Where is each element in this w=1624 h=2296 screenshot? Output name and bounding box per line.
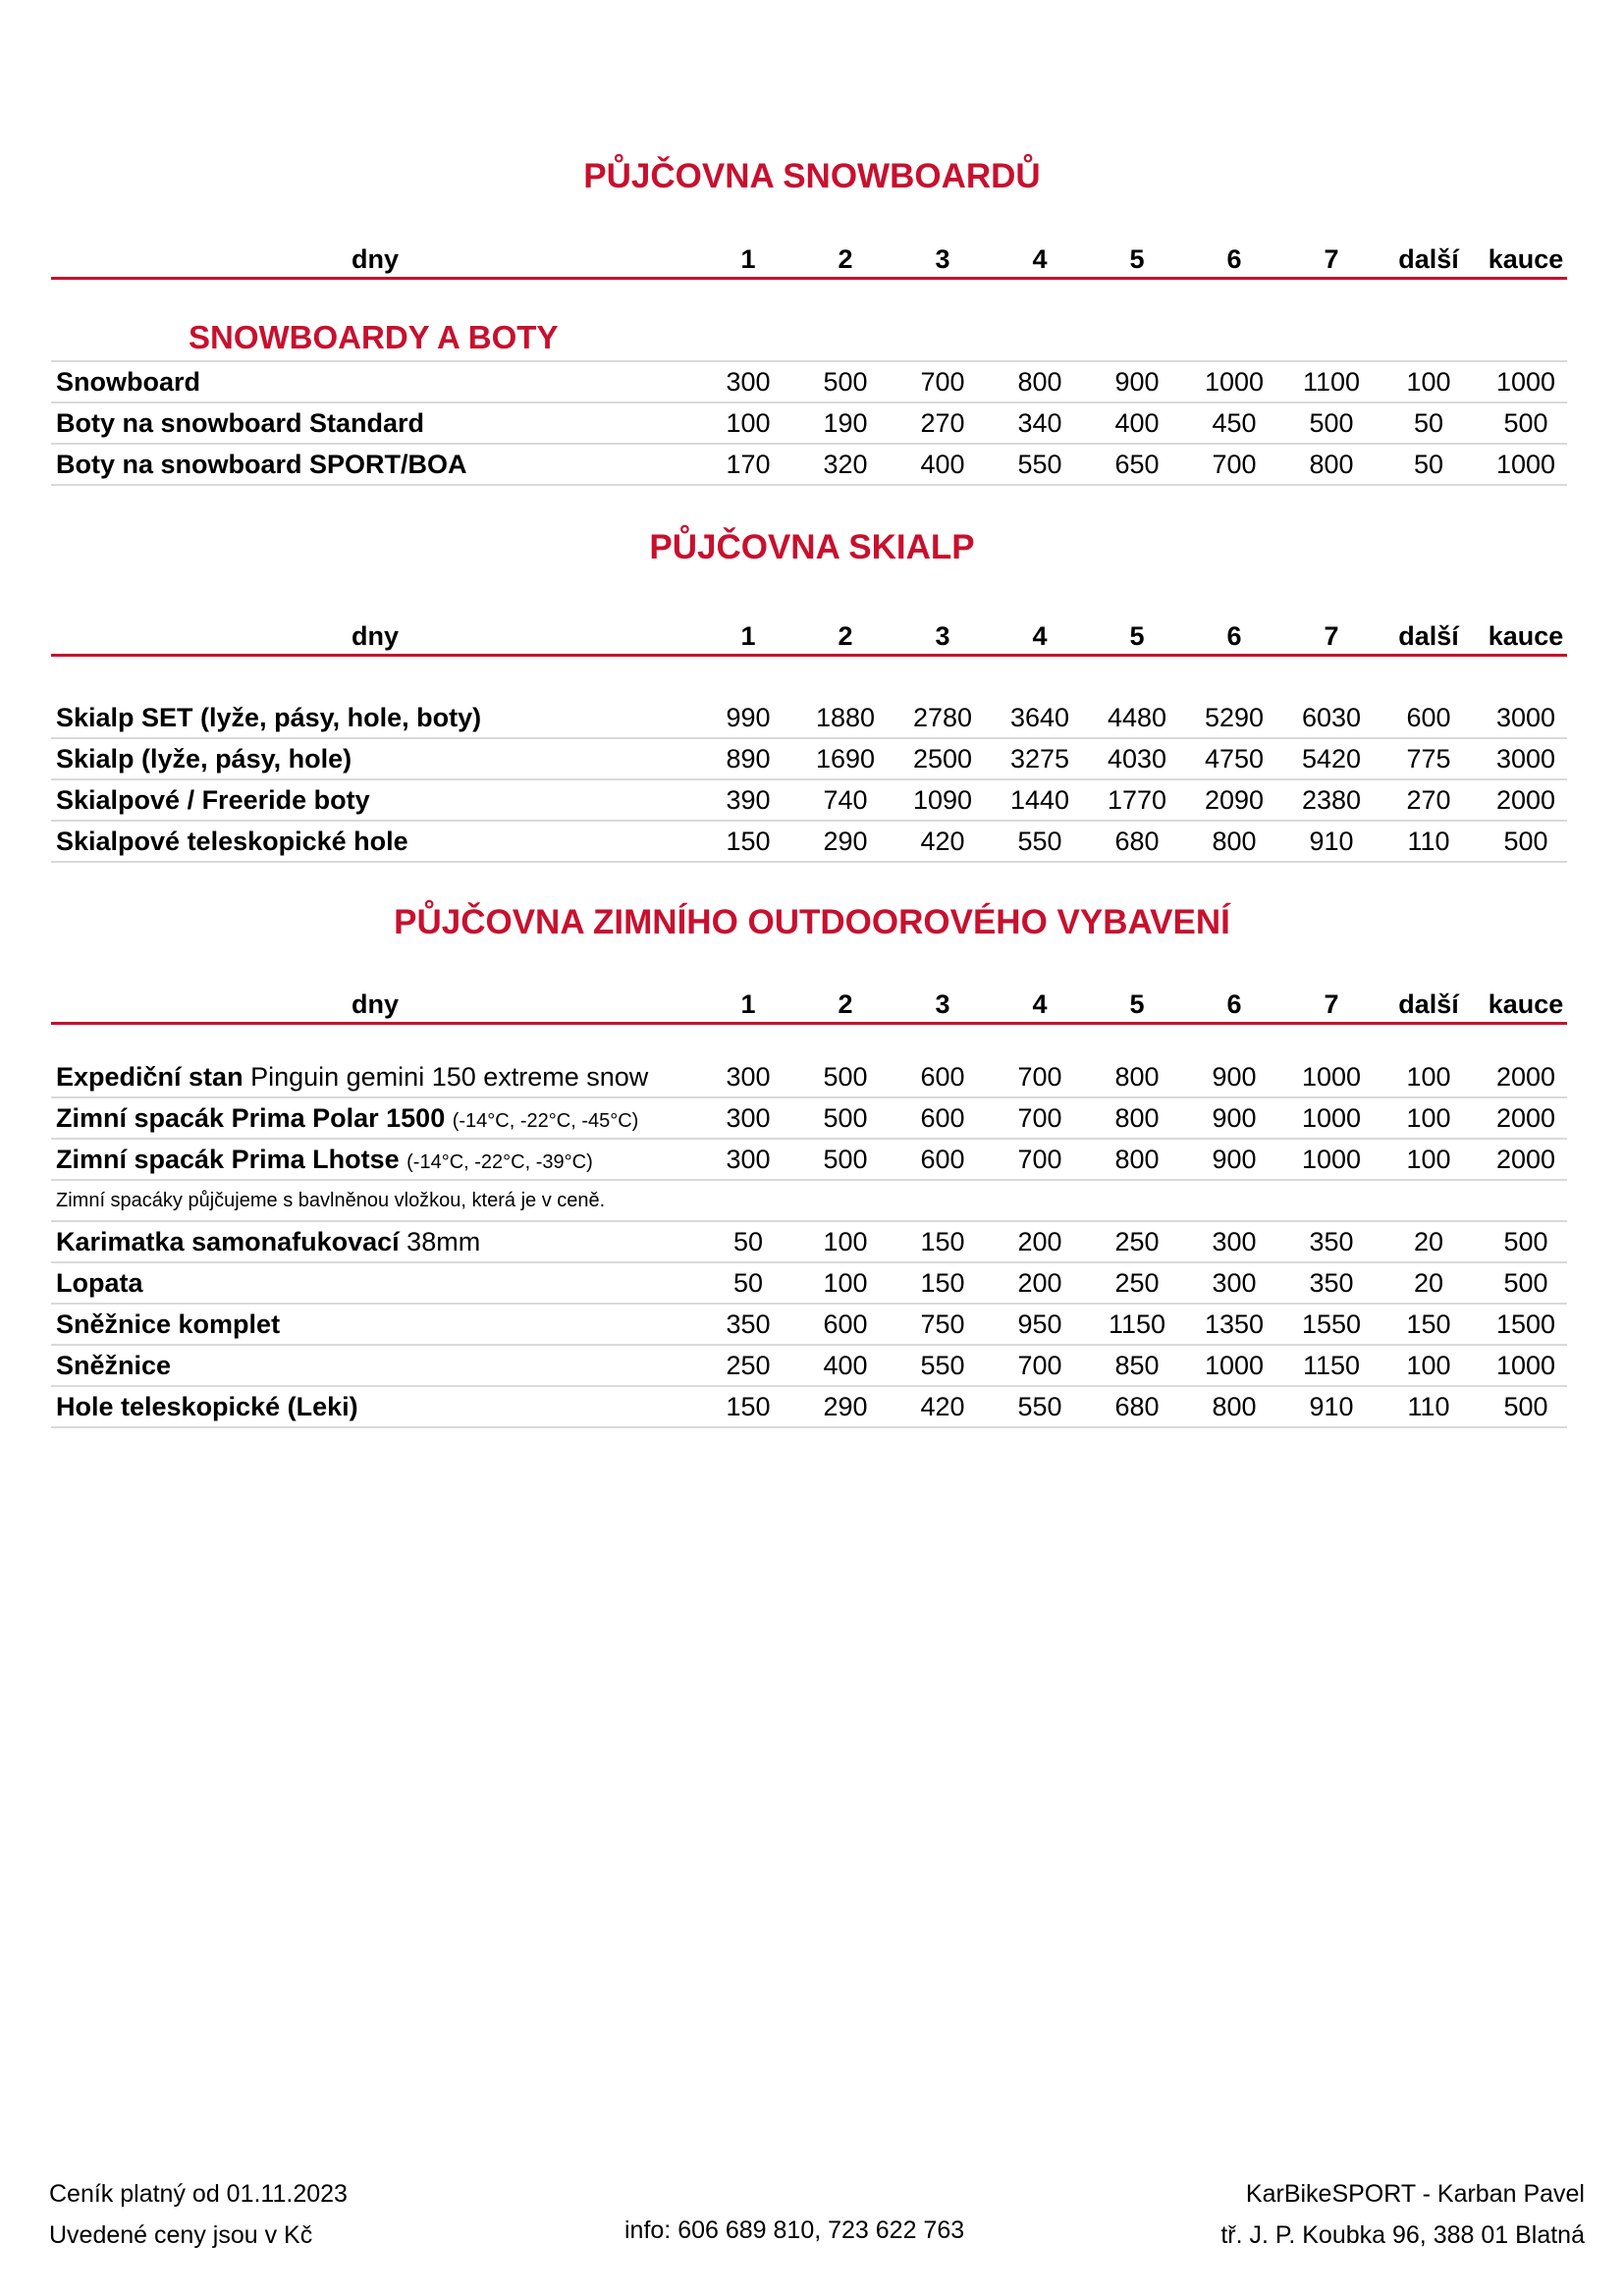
section-title-snowboards: PŮJČOVNA SNOWBOARDŮ bbox=[583, 157, 1041, 195]
price-cell: 1000 bbox=[1204, 1351, 1265, 1380]
price-cell: 1000 bbox=[1495, 367, 1556, 397]
item-temperature-note: (-14°C, -22°C, -45°C) bbox=[452, 1110, 639, 1132]
footer-right bbox=[1220, 2173, 1585, 2256]
price-cell: 1550 bbox=[1301, 1309, 1362, 1339]
price-table-snowboards bbox=[51, 362, 1567, 486]
column-header-3: 3 bbox=[935, 621, 950, 651]
price-cell: 800 bbox=[1212, 1392, 1257, 1421]
price-cell: 300 bbox=[726, 1145, 771, 1174]
table-row bbox=[51, 822, 1567, 863]
price-cell: 650 bbox=[1114, 450, 1160, 479]
item-name-bold: Expediční stan bbox=[56, 1062, 244, 1092]
price-cell: 700 bbox=[1017, 1062, 1062, 1092]
price-cell: 50 bbox=[1413, 450, 1444, 479]
price-cell: 850 bbox=[1114, 1351, 1160, 1380]
price-cell: 700 bbox=[1017, 1351, 1062, 1380]
price-table-winter-outdoor bbox=[51, 1057, 1567, 1428]
price-cell: 600 bbox=[920, 1145, 965, 1174]
price-cell: 600 bbox=[1406, 703, 1451, 732]
currency-note: Uvedené ceny jsou v Kč bbox=[49, 2221, 313, 2249]
price-cell: 20 bbox=[1413, 1227, 1444, 1256]
price-cell: 500 bbox=[1309, 408, 1354, 438]
table-row bbox=[51, 1057, 1567, 1098]
price-cell: 550 bbox=[1017, 1392, 1062, 1421]
price-cell: 200 bbox=[1017, 1227, 1062, 1256]
price-cell: 190 bbox=[823, 408, 868, 438]
price-cell: 320 bbox=[823, 450, 868, 479]
item-name-bold: Zimní spacák Prima Polar 1500 bbox=[56, 1103, 446, 1133]
price-cell: 150 bbox=[920, 1227, 965, 1256]
header-divider bbox=[51, 1022, 1567, 1025]
table-row bbox=[51, 1387, 1567, 1428]
price-cell: 100 bbox=[1406, 1351, 1451, 1380]
item-name: Sněžnice bbox=[56, 1351, 172, 1380]
price-cell: 890 bbox=[726, 744, 771, 774]
price-cell: 600 bbox=[920, 1062, 965, 1092]
price-cell: 110 bbox=[1407, 827, 1450, 856]
price-cell: 350 bbox=[1309, 1268, 1354, 1298]
price-cell: 1000 bbox=[1301, 1062, 1362, 1092]
table-row bbox=[51, 1222, 1567, 1263]
table-row bbox=[51, 1305, 1567, 1346]
price-cell: 900 bbox=[1212, 1145, 1257, 1174]
price-cell: 4030 bbox=[1107, 744, 1167, 774]
column-header-days: dny bbox=[351, 989, 399, 1019]
price-cell: 1150 bbox=[1108, 1309, 1166, 1339]
price-cell: 700 bbox=[1017, 1103, 1062, 1133]
price-cell: 600 bbox=[920, 1103, 965, 1133]
item-name: Skialp (lyže, pásy, hole) bbox=[56, 744, 352, 774]
price-cell: 1440 bbox=[1009, 785, 1070, 815]
price-cell: 800 bbox=[1017, 367, 1062, 397]
price-cell: 290 bbox=[823, 1392, 868, 1421]
price-cell: 2000 bbox=[1495, 1103, 1556, 1133]
item-name: Skialpové teleskopické hole bbox=[56, 827, 408, 856]
item-name: Hole teleskopické (Leki) bbox=[56, 1392, 358, 1421]
price-cell: 5290 bbox=[1204, 703, 1265, 732]
price-cell: 500 bbox=[1503, 1227, 1548, 1256]
price-cell: 1000 bbox=[1301, 1103, 1362, 1133]
price-cell: 2500 bbox=[912, 744, 973, 774]
table-row bbox=[51, 1140, 1567, 1181]
header-divider bbox=[51, 277, 1567, 280]
column-header-5: 5 bbox=[1129, 244, 1145, 274]
price-cell: 1770 bbox=[1107, 785, 1167, 815]
price-cell: 1000 bbox=[1495, 1351, 1556, 1380]
price-cell: 800 bbox=[1114, 1103, 1160, 1133]
item-name bbox=[56, 1057, 648, 1096]
price-cell: 680 bbox=[1114, 1392, 1160, 1421]
price-cell: 4480 bbox=[1107, 703, 1167, 732]
column-header-5: 5 bbox=[1129, 989, 1145, 1019]
header-divider bbox=[51, 654, 1567, 657]
price-cell: 250 bbox=[1114, 1227, 1160, 1256]
price-cell: 775 bbox=[1406, 744, 1451, 774]
table-row bbox=[51, 739, 1567, 780]
price-cell: 420 bbox=[920, 1392, 965, 1421]
price-cell: 450 bbox=[1212, 408, 1257, 438]
price-cell: 170 bbox=[726, 450, 771, 479]
price-cell: 500 bbox=[1503, 408, 1548, 438]
item-name bbox=[56, 1098, 638, 1141]
price-cell: 250 bbox=[1114, 1268, 1160, 1298]
column-header-7: 7 bbox=[1324, 244, 1339, 274]
item-name: Boty na snowboard Standard bbox=[56, 408, 425, 438]
price-cell: 550 bbox=[1017, 450, 1062, 479]
price-cell: 1000 bbox=[1495, 450, 1556, 479]
table-row bbox=[51, 780, 1567, 822]
column-header-2: 2 bbox=[838, 244, 853, 274]
price-cell: 2780 bbox=[912, 703, 973, 732]
price-cell: 200 bbox=[1017, 1268, 1062, 1298]
price-cell: 3000 bbox=[1495, 703, 1556, 732]
price-cell: 900 bbox=[1212, 1062, 1257, 1092]
price-cell: 3275 bbox=[1009, 744, 1070, 774]
price-cell: 700 bbox=[920, 367, 965, 397]
price-cell: 500 bbox=[823, 1062, 868, 1092]
price-cell: 50 bbox=[1413, 408, 1444, 438]
price-cell: 50 bbox=[732, 1227, 764, 1256]
price-cell: 300 bbox=[1212, 1227, 1257, 1256]
price-cell: 250 bbox=[726, 1351, 771, 1380]
price-cell: 110 bbox=[1407, 1392, 1450, 1421]
section-title-winter-outdoor: PŮJČOVNA ZIMNÍHO OUTDOOROVÉHO VYBAVENÍ bbox=[394, 903, 1230, 941]
price-cell: 20 bbox=[1413, 1268, 1444, 1298]
price-cell: 900 bbox=[1212, 1103, 1257, 1133]
price-cell: 270 bbox=[1406, 785, 1451, 815]
price-cell: 700 bbox=[1212, 450, 1257, 479]
price-cell: 400 bbox=[823, 1351, 868, 1380]
price-cell: 100 bbox=[1406, 367, 1451, 397]
item-temperature-note: (-14°C, -22°C, -39°C) bbox=[406, 1151, 593, 1173]
item-detail: Pinguin gemini 150 extreme snow bbox=[250, 1062, 649, 1092]
price-cell: 500 bbox=[823, 367, 868, 397]
price-cell: 800 bbox=[1212, 827, 1257, 856]
price-cell: 1000 bbox=[1204, 367, 1265, 397]
column-header-6: 6 bbox=[1226, 244, 1242, 274]
price-cell: 100 bbox=[726, 408, 771, 438]
company-address: tř. J. P. Koubka 96, 388 01 Blatná bbox=[1220, 2221, 1585, 2249]
price-cell: 300 bbox=[726, 1062, 771, 1092]
price-cell: 990 bbox=[726, 703, 771, 732]
column-header-3: 3 bbox=[935, 244, 950, 274]
price-cell: 4750 bbox=[1204, 744, 1265, 774]
price-cell: 400 bbox=[1114, 408, 1160, 438]
price-cell: 150 bbox=[1406, 1309, 1451, 1339]
validity-date: Ceník platný od 01.11.2023 bbox=[49, 2180, 348, 2208]
column-header-2: 2 bbox=[838, 621, 853, 651]
table-row bbox=[51, 1346, 1567, 1387]
price-cell: 3640 bbox=[1009, 703, 1070, 732]
price-cell: 2380 bbox=[1301, 785, 1362, 815]
price-cell: 350 bbox=[1309, 1227, 1354, 1256]
item-name-bold: Zimní spacák Prima Lhotse bbox=[56, 1145, 400, 1174]
column-header-7: 7 bbox=[1324, 621, 1339, 651]
price-cell: 1500 bbox=[1495, 1309, 1556, 1339]
price-cell: 750 bbox=[920, 1309, 965, 1339]
table-row bbox=[51, 1098, 1567, 1140]
item-name: Boty na snowboard SPORT/BOA bbox=[56, 450, 467, 479]
table-row bbox=[51, 362, 1567, 403]
price-cell: 100 bbox=[1406, 1145, 1451, 1174]
table-row bbox=[51, 1263, 1567, 1305]
footer-left bbox=[49, 2173, 348, 2256]
price-cell: 1100 bbox=[1302, 367, 1361, 397]
price-cell: 420 bbox=[920, 827, 965, 856]
price-cell: 800 bbox=[1114, 1145, 1160, 1174]
price-cell: 910 bbox=[1309, 1392, 1354, 1421]
price-cell: 700 bbox=[1017, 1145, 1062, 1174]
item-name bbox=[56, 1222, 480, 1261]
price-cell: 2090 bbox=[1204, 785, 1265, 815]
price-cell: 150 bbox=[920, 1268, 965, 1298]
price-cell: 740 bbox=[823, 785, 868, 815]
price-cell: 600 bbox=[823, 1309, 868, 1339]
column-header-1: 1 bbox=[740, 244, 756, 274]
column-header-extra: další bbox=[1398, 989, 1459, 1019]
column-header-6: 6 bbox=[1226, 989, 1242, 1019]
price-cell: 550 bbox=[1017, 827, 1062, 856]
price-cell: 1880 bbox=[815, 703, 876, 732]
price-cell: 3000 bbox=[1495, 744, 1556, 774]
subsection-title: SNOWBOARDY A BOTY bbox=[189, 319, 559, 355]
column-header-5: 5 bbox=[1129, 621, 1145, 651]
contact-phone: info: 606 689 810, 723 622 763 bbox=[624, 2216, 965, 2244]
item-name-bold: Karimatka samonafukovací bbox=[56, 1227, 400, 1256]
column-header-1: 1 bbox=[740, 989, 756, 1019]
column-header-days: dny bbox=[351, 621, 399, 651]
price-cell: 340 bbox=[1017, 408, 1062, 438]
price-cell: 6030 bbox=[1301, 703, 1362, 732]
table-row bbox=[51, 698, 1567, 739]
price-cell: 550 bbox=[920, 1351, 965, 1380]
price-cell: 500 bbox=[1503, 1268, 1548, 1298]
price-cell: 290 bbox=[823, 827, 868, 856]
column-header-extra: další bbox=[1398, 621, 1459, 651]
column-header-deposit: kauce bbox=[1488, 621, 1564, 651]
price-table-skialp bbox=[51, 698, 1567, 863]
table-note-row bbox=[51, 1181, 1567, 1222]
column-header-3: 3 bbox=[935, 989, 950, 1019]
column-header-7: 7 bbox=[1324, 989, 1339, 1019]
price-cell: 400 bbox=[920, 450, 965, 479]
column-header-6: 6 bbox=[1226, 621, 1242, 651]
price-cell: 800 bbox=[1114, 1062, 1160, 1092]
table-row bbox=[51, 403, 1567, 445]
footer-contact bbox=[624, 2210, 964, 2251]
column-header-extra: další bbox=[1398, 244, 1459, 274]
price-cell: 5420 bbox=[1301, 744, 1362, 774]
column-header-4: 4 bbox=[1032, 621, 1048, 651]
price-cell: 500 bbox=[823, 1145, 868, 1174]
price-cell: 800 bbox=[1309, 450, 1354, 479]
column-header-4: 4 bbox=[1032, 989, 1048, 1019]
price-cell: 900 bbox=[1114, 367, 1160, 397]
column-header-1: 1 bbox=[740, 621, 756, 651]
price-cell: 2000 bbox=[1495, 1145, 1556, 1174]
price-cell: 1350 bbox=[1204, 1309, 1265, 1339]
price-cell: 500 bbox=[823, 1103, 868, 1133]
price-cell: 1000 bbox=[1301, 1145, 1362, 1174]
price-cell: 500 bbox=[1503, 827, 1548, 856]
price-cell: 270 bbox=[920, 408, 965, 438]
column-header-4: 4 bbox=[1032, 244, 1048, 274]
price-cell: 150 bbox=[726, 1392, 771, 1421]
price-cell: 100 bbox=[823, 1227, 868, 1256]
column-header-2: 2 bbox=[838, 989, 853, 1019]
price-cell: 350 bbox=[726, 1309, 771, 1339]
price-cell: 100 bbox=[823, 1268, 868, 1298]
item-name: Snowboard bbox=[56, 367, 200, 397]
item-detail: 38mm bbox=[406, 1227, 481, 1256]
price-cell: 150 bbox=[726, 827, 771, 856]
price-cell: 390 bbox=[726, 785, 771, 815]
item-name bbox=[56, 1140, 593, 1182]
price-cell: 910 bbox=[1309, 827, 1354, 856]
column-header-days: dny bbox=[351, 244, 399, 274]
price-cell: 1690 bbox=[815, 744, 876, 774]
column-header-deposit: kauce bbox=[1488, 989, 1564, 1019]
price-cell: 100 bbox=[1406, 1062, 1451, 1092]
item-name: Lopata bbox=[56, 1268, 143, 1298]
table-row bbox=[51, 445, 1567, 486]
item-name: Skialpové / Freeride boty bbox=[56, 785, 370, 815]
item-name: Sněžnice komplet bbox=[56, 1309, 281, 1339]
price-cell: 300 bbox=[1212, 1268, 1257, 1298]
price-cell: 100 bbox=[1406, 1103, 1451, 1133]
price-cell: 680 bbox=[1114, 827, 1160, 856]
price-cell: 2000 bbox=[1495, 1062, 1556, 1092]
sleeping-bag-note: Zimní spacáky půjčujeme s bavlněnou vložkou, která je v ceně. bbox=[56, 1190, 606, 1211]
price-cell: 500 bbox=[1503, 1392, 1548, 1421]
price-cell: 1150 bbox=[1302, 1351, 1361, 1380]
price-cell: 50 bbox=[732, 1268, 764, 1298]
column-header-deposit: kauce bbox=[1488, 244, 1564, 274]
price-cell: 950 bbox=[1017, 1309, 1062, 1339]
company-name: KarBikeSPORT - Karban Pavel bbox=[1245, 2180, 1585, 2208]
price-cell: 300 bbox=[726, 367, 771, 397]
price-cell: 2000 bbox=[1495, 785, 1556, 815]
item-name: Skialp SET (lyže, pásy, hole, boty) bbox=[56, 703, 482, 732]
price-cell: 1090 bbox=[912, 785, 973, 815]
price-cell: 300 bbox=[726, 1103, 771, 1133]
section-title-skialp: PŮJČOVNA SKIALP bbox=[649, 528, 975, 566]
